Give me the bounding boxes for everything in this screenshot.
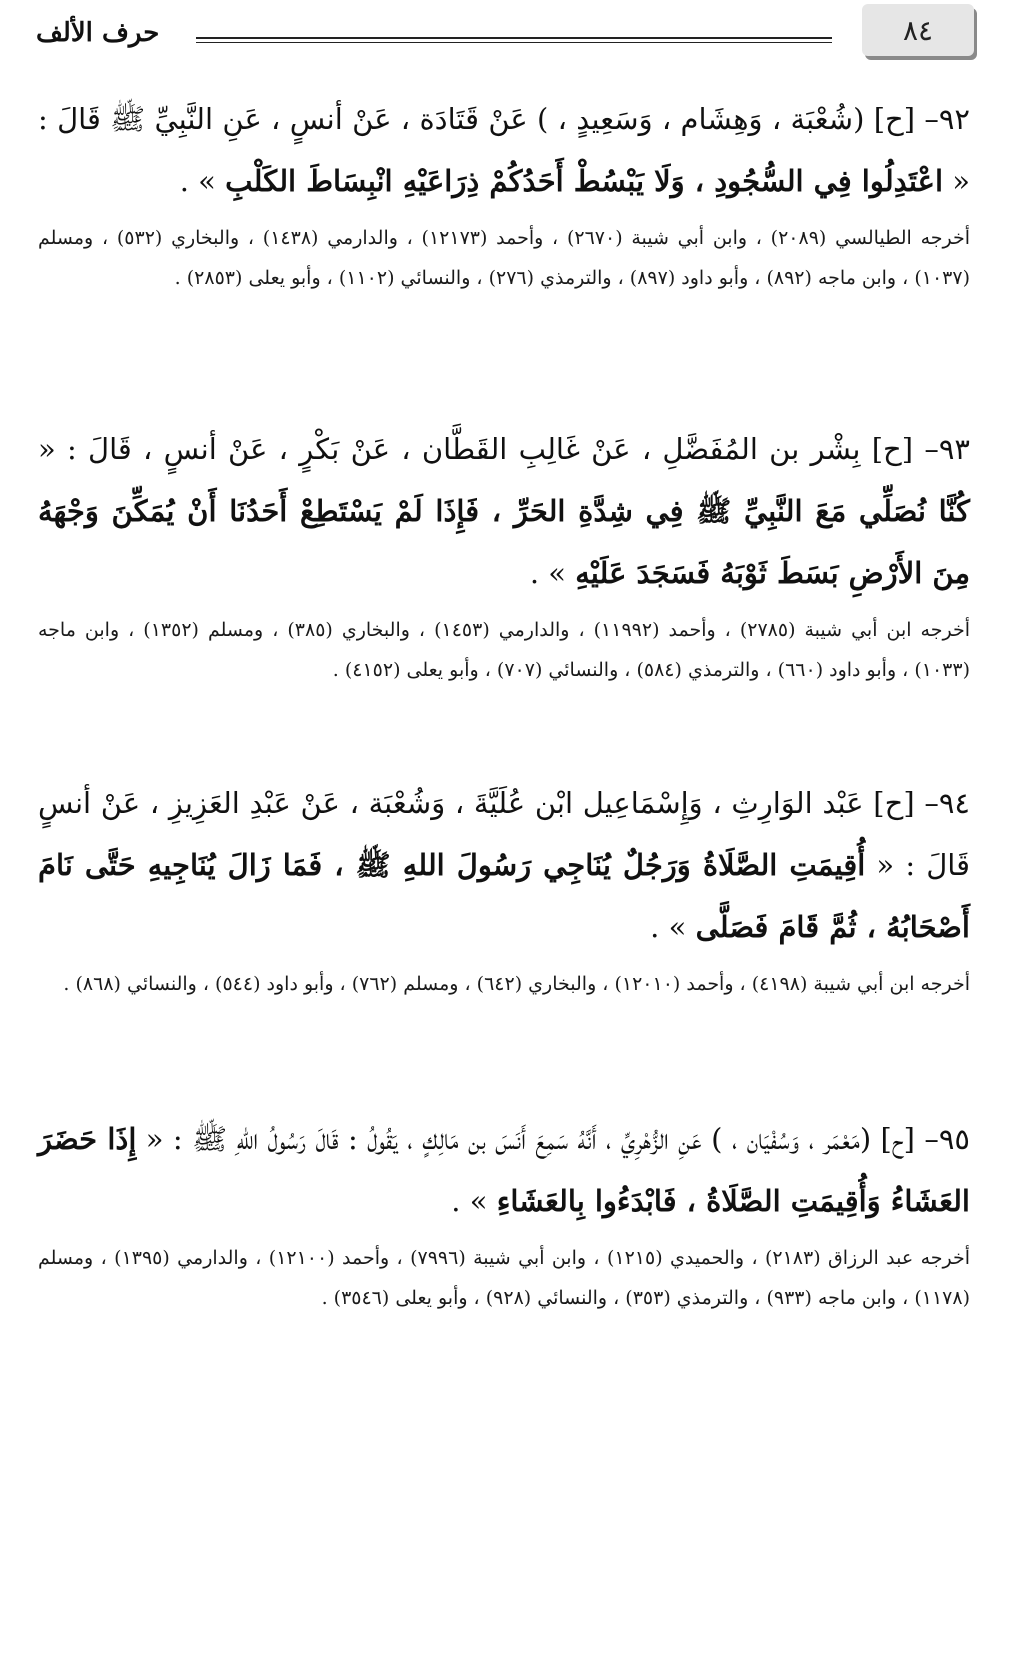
takhrij-text: أخرجه ابن أبي شيبة (٢٧٨٥) ، وأحمد (١١٩٩٢) ، والدارمي (١٤٥٣) ، والبخاري (٣٨٥) ، ومسلم (١٣٥٢) ، وابن ماجه (١٠٣٣) ، وأبو داود (٦٦٠) ، والترمذي (٥٨٤) ، والنسائي (٧٠٧) ، وأبو يعلى (٤١٥٢) . [38,619,970,681]
hadith-entry-92 [38,88,970,298]
hadith-text [38,88,970,212]
hadith-number: ٩٢– [924,102,970,136]
hadith-closing: » . [179,164,226,198]
chapter-title: حرف الألف [36,18,160,48]
hadith-isnad: [ح] عَبْد الوَارِثِ ، وَإِسْمَاعِيل ابْن عُلَيَّةَ ، وَشُعْبَة ، عَنْ عَبْدِ العَزِيزِ ، عَنْ أنسٍ قَالَ : « [38,786,970,882]
hadith-closing: » . [650,910,696,944]
hadith-text [38,772,970,958]
page-header [36,4,974,64]
hadith-closing: » . [529,556,576,590]
takhrij-text: أخرجه عبد الرزاق (٢١٨٣) ، والحميدي (١٢١٥) ، وابن أبي شيبة (٧٩٩٦) ، وأحمد (١٢١٠٠) ، والدارمي (١٣٩٥) ، ومسلم (١١٧٨) ، وابن ماجه (٩٣٣) ، والترمذي (٣٥٣) ، والنسائي (٩٢٨) ، وأبو يعلى (٣٥٤٦) . [38,1247,971,1309]
hadith-matn: أُقِيمَتِ الصَّلَاةُ وَرَجُلٌ يُنَاجِي رَسُولَ اللهِ ﷺ ، فَمَا زَالَ يُنَاجِيهِ حَتَّى نَامَ أَصْحَابُهُ ، ثُمَّ قَامَ فَصَلَّى [38,848,970,944]
hadith-entry-95 [38,1108,970,1318]
hadith-isnad: [ح] (مَعْمَر ، وَسُفْيَان ، ) عَنِ الزُّهْرِيِّ ، أَنَّهُ سَمِعَ أَنَسَ بن مَالِكٍ ، يَقُولُ : قَالَ رَسُولُ اللهِ ﷺ : « [136,1122,925,1156]
hadith-matn: إِذَا حَضَرَ العَشَاءُ وَأُقِيمَتِ الصَّلَاةُ ، فَابْدَءُوا بِالعَشَاءِ [38,1122,970,1218]
hadith-text [38,1108,970,1232]
hadith-isnad: [ح] (شُعْبَة ، وَهِشَام ، وَسَعِيدٍ ، ) عَنْ قَتَادَة ، عَنْ أنسٍ ، عَنِ النَّبِيِّ ﷺ قَالَ : « [38,102,970,198]
hadith-number: ٩٣– [924,432,970,466]
hadith-closing: » . [451,1184,497,1218]
hadith-isnad: [ح] بِشْر بن المُفَضَّلِ ، عَنْ غَالِبِ القَطَّان ، عَنْ بَكْرٍ ، عَنْ أنسٍ ، قَالَ : « [38,432,925,466]
takhrij-text: أخرجه ابن أبي شيبة (٤١٩٨) ، وأحمد (١٢٠١٠) ، والبخاري (٦٤٢) ، ومسلم (٧٦٢) ، وأبو داود (٥٤٤) ، والنسائي (٨٦٨) . [63,973,970,995]
hadith-entry-94 [38,772,970,1004]
page-number: ٨٤ [862,4,974,56]
takhrij-text: أخرجه الطيالسي (٢٠٨٩) ، وابن أبي شيبة (٢٦٧٠) ، وأحمد (١٢١٧٣) ، والدارمي (١٤٣٨) ، والبخاري (٥٣٢) ، ومسلم (١٠٣٧) ، وابن ماجه (٨٩٢) ، وأبو داود (٨٩٧) ، والترمذي (٢٧٦) ، والنسائي (١١٠٢) ، وأبو يعلى (٢٨٥٣) . [38,227,971,289]
hadith-matn: اعْتَدِلُوا فِي السُّجُودِ ، وَلَا يَبْسُطْ أَحَدُكُمْ ذِرَاعَيْهِ انْبِسَاطَ الكَلْبِ [225,164,944,198]
hadith-entry-93 [38,418,970,690]
hadith-matn: كُنَّا نُصَلِّي مَعَ النَّبِيِّ ﷺ فِي شِدَّةِ الحَرِّ ، فَإِذَا لَمْ يَسْتَطِعْ أَحَدُنَا أَنْ يُمَكِّنَ وَجْهَهُ مِنَ الأَرْضِ بَسَطَ ثَوْبَهُ فَسَجَدَ عَلَيْهِ [38,494,970,590]
hadith-number: ٩٤– [924,786,970,820]
hadith-number: ٩٥– [924,1122,970,1156]
hadith-text [38,418,970,604]
header-divider [196,37,832,39]
